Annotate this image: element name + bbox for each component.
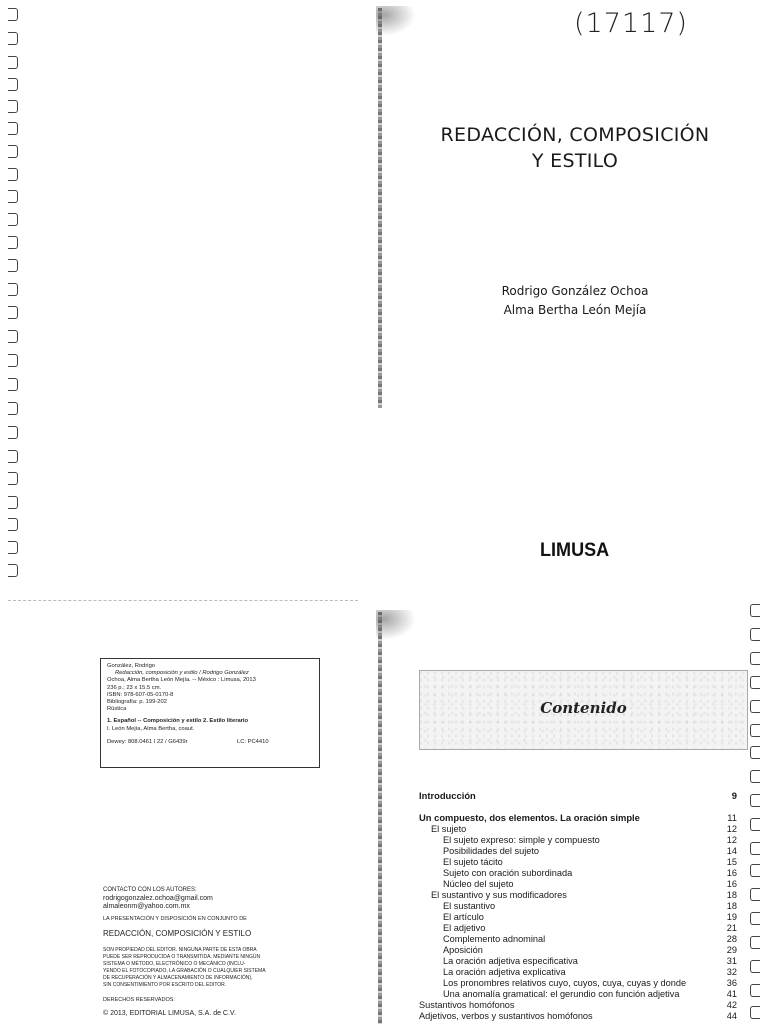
toc-entry-label: Los pronombres relativos cuyo, cuyos, cuya, cuyas y donde <box>443 978 687 988</box>
spiral-ring <box>8 236 18 249</box>
toc-entry-page: 18 <box>726 890 737 900</box>
toc-entry-page: 18 <box>726 901 737 911</box>
spiral-ring <box>8 213 18 226</box>
toc-entry <box>419 934 737 945</box>
spiral-ring <box>8 306 18 319</box>
rights-line: PUEDE SER REPRODUCIDA O TRANSMITIDA, MEDIANTE NINGÚN <box>103 954 261 960</box>
toc-entry-label: El sujeto expreso: simple y compuesto <box>443 835 600 845</box>
spiral-ring <box>8 330 18 343</box>
toc-entry <box>419 879 737 890</box>
toc-entry-page: 16 <box>726 868 737 878</box>
catalog-line: ISBN: 978-607-05-0170-8 <box>107 691 174 698</box>
page-spine-bottom <box>378 612 382 1024</box>
handwritten-catalog-number: (17117) <box>574 8 688 39</box>
catalog-line: I. León Mejía, Alma Bertha, coaut. <box>107 725 195 732</box>
catalog-line: González, Rodrigo <box>107 663 156 669</box>
spiral-ring <box>750 960 760 973</box>
toc-entry-label: El artículo <box>443 912 484 922</box>
toc-entry-label: La oración adjetiva explicativa <box>443 967 566 977</box>
spiral-ring <box>8 259 18 272</box>
toc-entry-page: 15 <box>726 857 737 867</box>
spiral-ring <box>750 864 760 877</box>
spiral-ring <box>750 770 760 783</box>
spiral-ring <box>750 984 760 997</box>
toc-entry <box>419 890 737 901</box>
contact-label: CONTACTO CON LOS AUTORES: <box>103 887 197 893</box>
toc-entry <box>419 835 737 846</box>
rights-line: SISTEMA O MÉTODO, ELECTRÓNICO O MECÁNICO (INCLU- <box>103 961 246 967</box>
rights-line: SON PROPIEDAD DEL EDITOR. NINGUNA PARTE DE ESTA OBRA <box>103 947 257 953</box>
toc-entry-page: 9 <box>731 790 737 801</box>
spiral-ring <box>8 426 18 439</box>
toc-entry-page: 12 <box>726 824 737 834</box>
publisher-logo: LIMUSA <box>540 540 610 561</box>
spiral-ring <box>750 746 760 759</box>
catalog-line: Redacción, composición y estilo / Rodrigo González <box>115 670 249 677</box>
page-spine-top <box>378 8 382 408</box>
catalog-line: Ochoa, Alma Bertha León Mejía. -- México : Limusa, 2013 <box>107 677 256 684</box>
spiral-ring <box>8 283 18 296</box>
toc-entry-page: 32 <box>726 967 737 977</box>
rights-line: DE RECUPERACIÓN Y ALMACENAMIENTO DE INFORMACIÓN), <box>103 975 253 981</box>
contents-heading-box <box>419 670 748 750</box>
catalog-line: 1. Español -- Composición y estilo 2. Estilo literario <box>107 718 249 725</box>
spiral-ring <box>750 652 760 665</box>
spiral-ring <box>8 100 18 113</box>
dewey-code: Dewey: 808.0461 I 22 / G6439r <box>107 738 188 745</box>
spiral-ring <box>750 1006 760 1019</box>
toc-entry-label: Núcleo del sujeto <box>443 879 514 889</box>
toc-entry-label: Complemento adnominal <box>443 934 546 944</box>
toc-entry <box>419 978 737 989</box>
toc-entry <box>419 1011 737 1022</box>
toc-entry-page: 16 <box>726 879 737 889</box>
spiral-ring <box>750 912 760 925</box>
toc-entry <box>419 945 737 956</box>
author-2: Alma Bertha León Mejía <box>503 303 647 317</box>
spiral-ring <box>750 604 760 617</box>
toc-entry-page: 14 <box>726 846 737 856</box>
toc-entry-page: 41 <box>726 989 737 999</box>
catalog-line: Bibliografía: p. 199-202 <box>107 699 167 706</box>
toc-entry-label: Una anomalía gramatical: el gerundio con función adjetiva <box>443 989 680 999</box>
toc-entry-page: 11 <box>727 812 737 823</box>
spiral-ring <box>8 378 18 391</box>
spiral-ring <box>8 402 18 415</box>
book-title <box>420 122 730 174</box>
spiral-ring <box>750 842 760 855</box>
rights-line: YENDO EL FOTOCOPIADO, LA GRABACIÓN O CUALQUIER SISTEMA <box>103 968 266 974</box>
toc-entry-label: El sustantivo y sus modificadores <box>431 890 567 900</box>
spiral-ring <box>750 818 760 831</box>
rights-line: SIN CONSENTIMIENTO POR ESCRITO DEL EDITOR. <box>103 982 227 988</box>
toc-entry-label: Aposición <box>443 945 483 955</box>
copyright-line: © 2013, EDITORIAL LIMUSA, S.A. de C.V. <box>103 1010 236 1017</box>
spiral-ring <box>8 472 18 485</box>
toc-entry-label: El sujeto <box>431 824 467 834</box>
imprint-book-name: REDACCIÓN, COMPOSICIÓN Y ESTILO <box>103 929 252 938</box>
toc-entry-page: 36 <box>726 978 737 988</box>
author-email-2: almaleonm@yahoo.com.mx <box>103 903 190 910</box>
toc-entry-label: Sujeto con oración subordinada <box>443 868 573 878</box>
toc-entry-page: 21 <box>726 923 737 933</box>
toc-entry <box>419 790 737 801</box>
spiral-ring <box>8 32 18 45</box>
toc-entry-label: Introducción <box>419 790 476 801</box>
page-divider <box>8 600 358 601</box>
spiral-ring <box>8 564 18 577</box>
spiral-ring <box>8 190 18 203</box>
spiral-ring <box>8 496 18 509</box>
toc-entry <box>419 901 737 912</box>
toc-entry <box>419 967 737 978</box>
toc-entry-label: Posibilidades del sujeto <box>443 846 540 856</box>
spiral-ring <box>8 122 18 135</box>
spiral-ring <box>750 700 760 713</box>
toc-entry-label: El adjetivo <box>443 923 486 933</box>
title-line-1: REDACCIÓN, COMPOSICIÓN <box>440 124 710 146</box>
toc-entry-label: Adjetivos, verbos y sustantivos homófonos <box>419 1011 593 1021</box>
toc-entry <box>419 912 737 923</box>
spiral-ring <box>8 56 18 69</box>
toc-entry-page: 12 <box>726 835 737 845</box>
toc-entry-label: Sustantivos homófonos <box>419 1000 515 1010</box>
title-line-2: Y ESTILO <box>531 150 619 172</box>
spiral-ring <box>750 936 760 949</box>
catalog-line: 236 p.; 23 x 15.5 cm. <box>107 684 162 691</box>
spiral-ring <box>8 8 18 21</box>
author-email-1: rodrigogonzalez.ochoa@gmail.com <box>103 895 213 902</box>
toc-entry <box>419 989 737 1000</box>
toc-entry-page: 31 <box>726 956 737 966</box>
toc-entry-page: 19 <box>726 912 737 922</box>
lc-code: LC: PC4410 <box>237 738 269 745</box>
spiral-ring <box>8 168 18 181</box>
spiral-ring <box>8 354 18 367</box>
spiral-ring <box>8 145 18 158</box>
toc-entry <box>419 923 737 934</box>
spiral-ring <box>750 794 760 807</box>
toc-entry <box>419 1000 737 1011</box>
toc-entry-label: La oración adjetiva especificativa <box>443 956 578 966</box>
contents-heading: Contenido <box>540 699 627 717</box>
catalog-card <box>100 658 320 768</box>
toc-entry <box>419 846 737 857</box>
scan-smudge <box>376 6 416 36</box>
catalog-line: Rústica <box>107 706 127 713</box>
toc-entry-page: 44 <box>726 1011 737 1021</box>
spiral-ring <box>750 724 760 737</box>
presentation-note: LA PRESENTACIÓN Y DISPOSICIÓN EN CONJUNTO DE <box>103 916 247 922</box>
toc-entry <box>419 857 737 868</box>
toc-entry-page: 42 <box>726 1000 737 1010</box>
toc-entry <box>419 812 737 823</box>
toc-entry <box>419 956 737 967</box>
catalog-classification <box>107 739 313 746</box>
spiral-ring <box>8 518 18 531</box>
spiral-ring <box>8 541 18 554</box>
toc-entry-label: Un compuesto, dos elementos. La oración simple <box>419 812 640 823</box>
toc-entry-page: 29 <box>726 945 737 955</box>
toc-entry <box>419 868 737 879</box>
toc-entry <box>419 824 737 835</box>
toc-entry-label: El sujeto tácito <box>443 857 503 867</box>
scan-smudge <box>376 610 416 640</box>
spiral-ring <box>750 628 760 641</box>
spiral-ring <box>750 888 760 901</box>
toc-entry-label: El sustantivo <box>443 901 496 911</box>
toc-entry-page: 28 <box>726 934 737 944</box>
spiral-ring <box>8 78 18 91</box>
reserved-label: DERECHOS RESERVADOS: <box>103 997 175 1003</box>
spiral-ring <box>750 676 760 689</box>
spiral-ring <box>8 450 18 463</box>
author-1: Rodrigo González Ochoa <box>501 284 649 298</box>
